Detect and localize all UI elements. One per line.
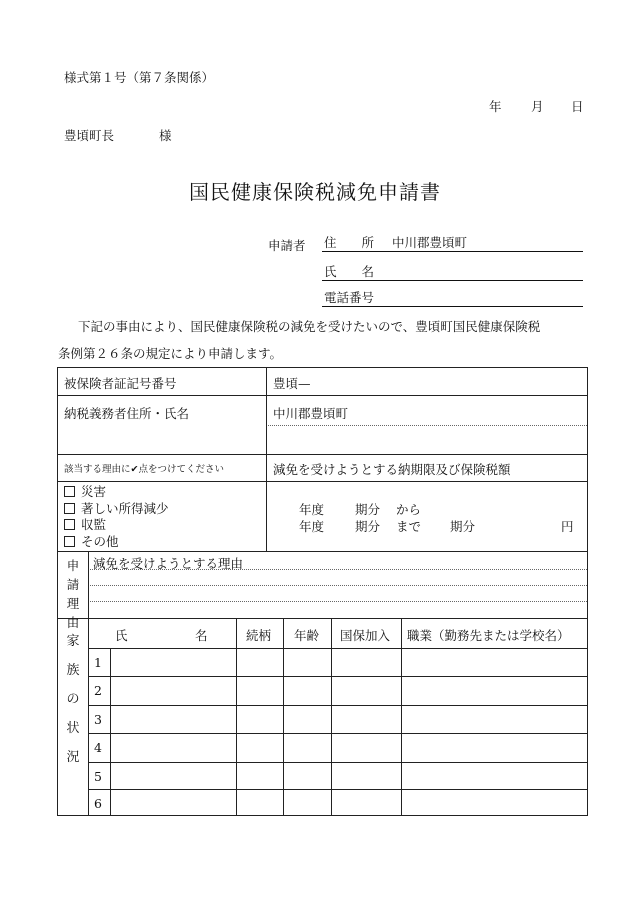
application-reason-side-label: 申請理由 (66, 558, 80, 630)
applicant-name-field[interactable] (322, 262, 583, 281)
family-side-label: 家 (66, 634, 80, 649)
family-row-number: 2 (94, 683, 102, 698)
checkbox[interactable] (64, 503, 75, 514)
insured-id-label: 被保険者証記号番号 (64, 376, 177, 391)
family-row-number: 4 (94, 740, 102, 755)
reason-option[interactable]: 著しい所得減少 (64, 501, 169, 518)
period-from-suffix: から (396, 502, 422, 517)
period-to-suffix: まで (396, 519, 422, 534)
checkbox[interactable] (64, 536, 75, 547)
addressee: 豊頃町長 (64, 128, 115, 143)
addressee-honorific: 様 (159, 128, 172, 143)
family-side-label: 族 (66, 663, 80, 678)
col-name-1: 氏 (115, 628, 128, 643)
family-side-label: 況 (66, 750, 80, 765)
col-insurance: 国保加入 (340, 628, 391, 643)
applicant-address-value: 中川郡豊頃町 (392, 235, 468, 250)
family-row-number: 5 (94, 769, 102, 784)
reason-option[interactable]: その他 (64, 534, 169, 551)
period-to-period: 期分 (355, 519, 381, 534)
taxpayer-label: 納税義務者住所・氏名 (64, 406, 190, 421)
page-title: 国民健康保険税減免申請書 (189, 180, 441, 204)
period-to-period2: 期分 (450, 519, 476, 534)
period-from-period: 期分 (355, 502, 381, 517)
family-row-number: 1 (94, 655, 102, 670)
applicant-address-label: 住 所 (324, 235, 375, 250)
date-year-label: 年 (489, 99, 502, 114)
family-side-label: 状 (66, 721, 80, 736)
applicant-phone-label: 電話番号 (324, 290, 375, 305)
checkbox[interactable] (64, 519, 75, 530)
intro-line-2: 条例第２６条の規定により申請します。 (58, 346, 283, 361)
period-label: 減免を受けようとする納期限及び保険税額 (273, 462, 511, 477)
reason-option[interactable]: 災害 (64, 484, 169, 501)
applicant-address-field[interactable] (322, 233, 583, 252)
date-month-label: 月 (531, 99, 544, 114)
period-to-year: 年度 (299, 519, 325, 534)
taxpayer-value[interactable]: 中川郡豊頃町 (273, 406, 349, 421)
tax-amount-currency: 円 (561, 519, 574, 534)
checkbox[interactable] (64, 486, 75, 497)
form-number: 様式第１号（第７条関係） (64, 70, 215, 85)
family-row-number: 3 (94, 712, 102, 727)
col-age: 年齢 (294, 628, 320, 643)
applicant-label: 申請者 (268, 238, 306, 253)
intro-line-1: 下記の事由により、国民健康保険税の減免を受けたいので、豊頃町国民健康保険税 (78, 319, 541, 334)
applicant-phone-field[interactable] (322, 288, 583, 307)
reason-check-label: 該当する理由に✔点をつけてください (64, 464, 224, 475)
family-row-number: 6 (94, 796, 102, 811)
col-relation: 続柄 (246, 628, 272, 643)
reason-option[interactable]: 収監 (64, 517, 169, 534)
col-name-2: 名 (195, 628, 208, 643)
application-reason-label: 減免を受けようとする理由 (93, 556, 244, 571)
period-from-year: 年度 (299, 502, 325, 517)
reason-list (64, 484, 169, 550)
col-job: 職業（勤務先または学校名） (407, 628, 570, 643)
date-day-label: 日 (571, 99, 584, 114)
applicant-name-label: 氏 名 (324, 264, 375, 279)
insured-id-value[interactable]: 豊頃— (273, 376, 311, 391)
application-table (57, 367, 588, 816)
family-side-label: の (66, 692, 80, 707)
